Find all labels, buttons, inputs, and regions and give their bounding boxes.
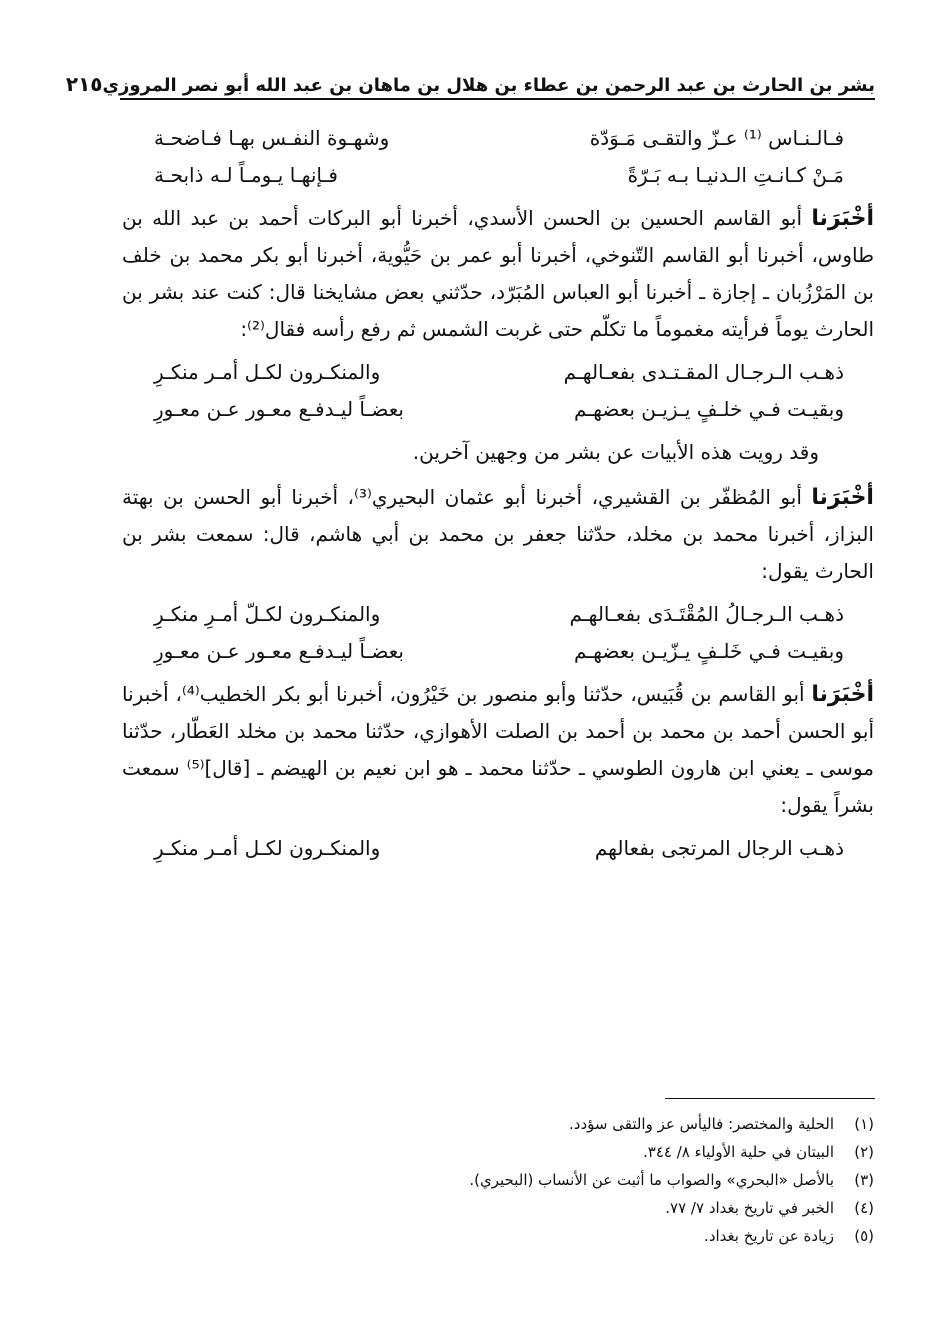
paragraph: [122, 479, 874, 590]
verse-first-hemistich: وبقيـت فـي خَلـفٍ يـزّيـن بعضهـم: [574, 639, 844, 663]
paragraph: [122, 200, 874, 348]
footnote-text: الحلية والمختصر: فاليأس عز والتقى سؤدد.: [569, 1115, 834, 1133]
footnote: [122, 1110, 874, 1138]
footnotes: [122, 1110, 874, 1250]
footnote-number: (٢): [854, 1143, 874, 1161]
narration-note: وقد رويت هذه الأبيات عن بشر من وجهين آخرين.: [412, 440, 819, 464]
verse-first-hemistich: وبقيـت فـي خلـفٍ يـزيـن بعضهـم: [574, 397, 844, 421]
verse-line: [154, 391, 844, 428]
footnote-text: بالأصل «البحري» والصواب ما أثبت عن الأنساب (البحيري).: [469, 1171, 834, 1189]
verse-first-hemistich: ذهـب الـرجـال المقـتـدى بفعـالهـم: [563, 360, 844, 384]
footnote-divider: [665, 1098, 875, 1099]
paragraph-lead-word: أخْبَرَنا: [811, 682, 874, 707]
footnote-number: (٤): [854, 1199, 874, 1217]
verse-line: [154, 157, 844, 194]
verse-second-hemistich: فـإنهـا يـومـاً لـه ذابحـة: [154, 163, 338, 187]
paragraph-text: أبو القاسم الحسين بن الحسن الأسدي، أخبرنا أبو البركات أحمد بن عبد الله بن طاوس، أخبرنا أبو القاسم التّنوخي، أخبرنا أبو عمر بن حَيُّوية، أخبرنا أبو بكر محمد بن خلف بن المَرْزُبان ـ إجازة ـ أخبرنا أبو العباس المُبَرّد، حدّثني بعض مشايخنا قال: كنت عند بشر بن الحارث يوماً فرأيته مغموماً ما تكلّم حتى غربت الشمس ثم رفع رأسه فقال⁽²⁾:: [122, 206, 874, 341]
footnote-number: (١): [854, 1115, 874, 1133]
footnote-text: البيتان في حلية الأولياء ٨/ ٣٤٤.: [643, 1143, 834, 1161]
header-title: بشر بن الحارث بن عبد الرحمن بن عطاء بن هلال بن ماهان بن عبد الله أبو نصر المروزي: [102, 75, 875, 96]
verse-second-hemistich: والمنكـرون لكـلّ أمـرِ منكـرِ: [154, 602, 381, 626]
verse-first-hemistich: ذهـب الرجال المرتجى بفعالهم: [594, 836, 844, 860]
footnote-number: (٣): [854, 1171, 874, 1189]
verse-first-hemistich: فـالـنـاس ⁽¹⁾ عـزّ والتقـى مَـوَدّة: [589, 126, 844, 150]
verse-second-hemistich: وشهـوة النفـس بهـا فـاضحـة: [154, 126, 390, 150]
verse-line: [154, 596, 844, 633]
footnote: [122, 1222, 874, 1250]
page-body: [122, 118, 874, 873]
verse-second-hemistich: بعضـاً ليـدفـع معـور عـن معـورِ: [154, 639, 404, 663]
paragraph-lead-word: أخْبَرَنا: [811, 206, 874, 231]
verse-block: [154, 120, 844, 194]
verse-block: [154, 354, 844, 428]
running-header: [65, 58, 875, 100]
verse-first-hemistich: ذهـب الـرجـالُ المُقْتَـدَى بفعـالهـم: [569, 602, 844, 626]
footnote-text: زيادة عن تاريخ بغداد.: [704, 1227, 834, 1245]
page-number: ٢١٥: [65, 72, 103, 96]
verse-line: [154, 633, 844, 670]
verse-block: [154, 596, 844, 670]
footnote: [122, 1194, 874, 1222]
footnote-text: الخبر في تاريخ بغداد ٧/ ٧٧.: [665, 1199, 834, 1217]
footnote-number: (٥): [854, 1227, 874, 1245]
footnote: [122, 1138, 874, 1166]
verse-line: [154, 830, 844, 867]
verse-second-hemistich: والمنكـرون لكـل أمـر منكـرِ: [154, 360, 381, 384]
footnote: [122, 1166, 874, 1194]
verse-first-hemistich: مَـنْ كـانـتِ الـدنيـا بـه بَـرّةً: [627, 163, 844, 187]
paragraph-text: أبو المُظفّر بن القشيري، أخبرنا أبو عثمان البحيري⁽³⁾، أخبرنا أبو الحسن بن بهتة البزاز، أخبرنا محمد بن مخلد، حدّثنا جعفر بن محمد بن أبي هاشم، قال: سمعت بشر بن الحارث يقول:: [122, 485, 874, 583]
verse-line: [154, 120, 844, 157]
verse-second-hemistich: والمنكـرون لكـل أمـر منكـرِ: [154, 836, 381, 860]
paragraph: [122, 676, 874, 824]
verse-block: [154, 830, 844, 867]
paragraph-text: أبو القاسم بن قُبَيس، حدّثنا وأبو منصور بن خَيْرُون، أخبرنا أبو بكر الخطيب⁽⁴⁾، أخبرنا أبو الحسن أحمد بن محمد بن أحمد بن الصلت الأهوازي، حدّثنا محمد بن مخلد العَطّار، حدّثنا موسى ـ يعني ابن هارون الطوسي ـ حدّثنا محمد ـ هو ابن نعيم بن الهيضم ـ [قال]⁽⁵⁾ سمعت بشراً يقول:: [122, 682, 874, 817]
verse-second-hemistich: بعضـاً ليـدفـع معـور عـن معـورِ: [154, 397, 404, 421]
paragraph-lead-word: أخْبَرَنا: [811, 485, 874, 510]
verse-line: [154, 354, 844, 391]
